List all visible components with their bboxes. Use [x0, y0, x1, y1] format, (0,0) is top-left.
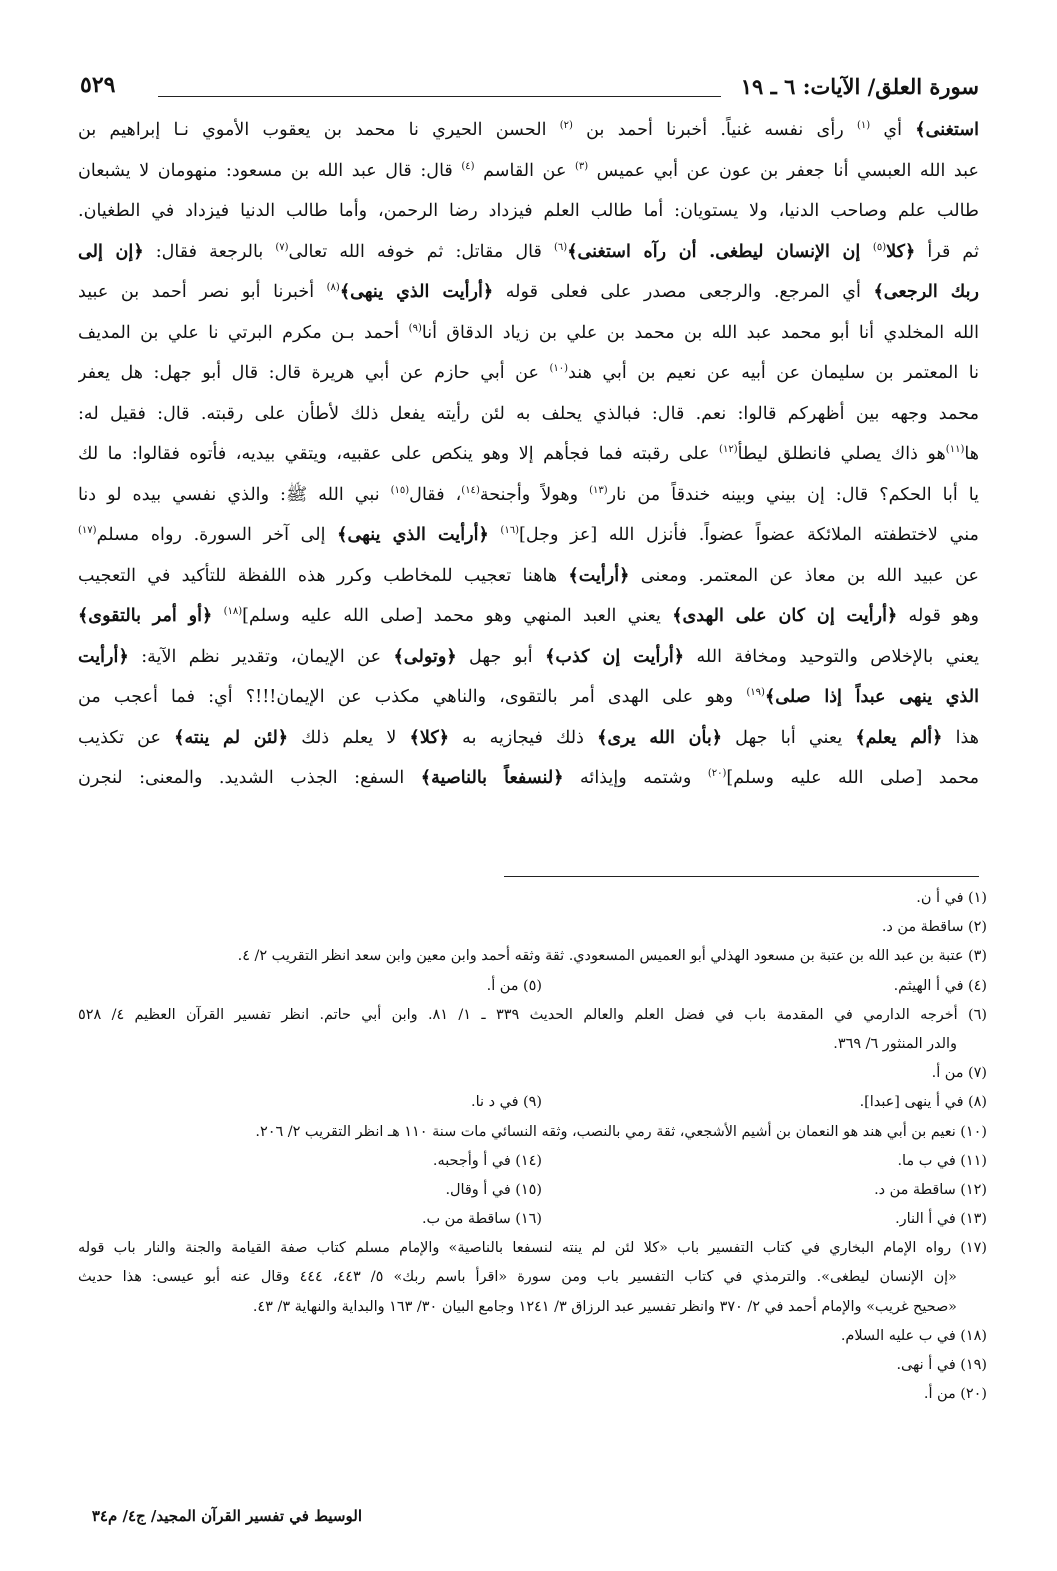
footnote-line: [78, 1001, 987, 1030]
quran-verse: ﴿ألم يعلم﴾: [855, 726, 943, 748]
quran-verse: ﴿لئن لم ينته﴾: [174, 726, 289, 748]
footnote-entry: (٥) من أ.: [486, 977, 542, 994]
book-signature-footer: الوسيط في تفسير القرآن المجيد/ ج٤/ م٣٤: [91, 1507, 362, 1525]
footnote-marker: (١٠): [549, 363, 569, 375]
footnotes: [78, 884, 987, 1409]
footnote-line: [78, 1118, 987, 1147]
footnote-marker: (١٩): [746, 687, 765, 699]
footnote-marker: (١١): [945, 444, 965, 456]
quran-verse: ربك الرجعى﴾: [873, 281, 979, 302]
text-run: محمد [صلى الله عليه وسلم]: [726, 768, 979, 788]
text-run: عن تكذيب: [78, 727, 175, 748]
footnote-marker: (١٦): [500, 525, 519, 537]
surah-title: سورة العلق/ الآيات: ٦ ـ ١٩: [740, 74, 979, 99]
footnote-line: [78, 1030, 987, 1059]
text-run: الحسن الحيري نا محمد بن يعقوب الأموي نـا إبراهيم بن: [78, 120, 560, 140]
footnote-line: [78, 1351, 987, 1380]
footnote-marker: (٧): [275, 241, 289, 253]
text-run: يعني بالإخلاص والتوحيد ومخافة الله: [684, 646, 979, 667]
text-run: وشتمه وإيذائه: [563, 768, 708, 788]
footnote-line: [78, 1322, 987, 1351]
footnote-entry: (٧) من أ.: [931, 1065, 987, 1082]
quran-verse: ﴿أرأيت الذي ينهى﴾: [337, 524, 489, 545]
text-line: [78, 232, 979, 273]
text-run: قال: قال عبد الله بن مسعود: منهومان لا يشبعان: [78, 160, 462, 181]
text-line: [78, 313, 979, 354]
footnote-entry: (١١) في ب ما.: [897, 1152, 987, 1169]
text-line: [78, 272, 979, 313]
quran-verse: ﴿وتولى﴾: [393, 645, 457, 667]
text-line: [78, 515, 979, 556]
text-run: هذا: [942, 727, 979, 748]
text-run: السفع: الجذب الشديد. والمعنى: لنجرن: [78, 768, 421, 788]
quran-verse: ﴿كلا﴾: [409, 726, 450, 748]
quran-verse: إن الإنسان ليطغى. أن رآه استغنى﴾: [567, 240, 873, 262]
text-run: أحمد بـن مكرم البرتي نا علي بن المديف: [78, 322, 409, 343]
text-line: [78, 434, 979, 475]
footnote-line: [78, 972, 987, 1001]
footnote-marker: (١٢): [719, 444, 738, 456]
footnote-entry: (٤) في أ الهيثم.: [893, 977, 987, 994]
text-run: أي المرجع. والرجعى مصدر على فعلى قوله: [493, 282, 874, 302]
footnote-marker: (٤): [461, 160, 475, 172]
footnote-marker: (١): [856, 120, 871, 132]
footnote-line: [78, 1293, 987, 1322]
text-run: ها: [964, 444, 979, 464]
text-run: [489, 525, 501, 545]
footnote-entry: (١٧) رواه الإمام البخاري في كتاب التفسير باب «كلا لئن لم ينته لنسفعا بالناصية» والإمام مسلم كتاب صفة القيامة والجنة والنار باب قوله: [78, 1240, 987, 1257]
footnote-line: [78, 1147, 987, 1176]
text-run: عبد الله العبسي أنا جعفر بن عون عن أبي عميس: [588, 160, 979, 181]
footnote-entry: (١٤) في أ وأجحبه.: [432, 1152, 542, 1169]
text-line: [78, 394, 979, 435]
text-run: لا يعلم ذلك: [288, 727, 410, 748]
footnote-marker: (١٥): [390, 484, 410, 496]
text-line: [78, 353, 979, 394]
text-run: يعني أبا جهل: [722, 727, 856, 748]
footnote-entry: (٣) عتبة بن عبد الله بن عتبة بن مسعود الهذلي أبو العميس المسعودي. ثقة وثقه أحمد وابن معين وابن سعد انظر التقريب ٢/ ٤.: [237, 948, 987, 965]
footnote-line: [78, 942, 987, 971]
footnote-entry: (٢) ساقطة من د.: [881, 919, 987, 936]
text-run: مني لاختطفته الملائكة عضواً عضواً. فأنزل الله [عز وجل]: [518, 525, 979, 545]
text-run: رأى نفسه غنياً. أخبرنا أحمد بن: [572, 120, 857, 140]
text-line: [78, 758, 979, 799]
text-run: إلى آخر السورة. رواه مسلم: [96, 525, 338, 545]
quran-verse: ﴿أرأيت إن كان على الهدى﴾: [672, 605, 898, 626]
footnote-entry: (٦) أخرجه الدارمي في المقدمة باب في فضل العلم والعالم الحديث ٣٣٩ ـ ١/ ٨١. وابن أبي حاتم. انظر تفسير القرآن العظيم ٤/ ٥٢٨: [78, 1006, 987, 1023]
text-run: وهولاً وأجنحة: [479, 484, 590, 505]
footnote-entry: (١) في أ ن.: [916, 890, 987, 906]
footnote-entry: (٨) في أ ينهى [عبدا].: [859, 1094, 987, 1111]
quran-verse: ﴿أو أمر بالتقوى﴾: [78, 605, 213, 626]
footnote-line: [78, 1205, 987, 1234]
quran-verse: ﴿لنسفعاً بالناصية﴾: [420, 767, 564, 788]
text-run: ، فقال: [409, 484, 462, 505]
footnote-marker: (٥): [872, 241, 887, 253]
footnote-marker: (١٤): [461, 484, 480, 496]
text-line: [78, 151, 979, 192]
footnote-entry: (١٠) نعيم بن أبي هند هو النعمان بن أشيم الأشجعي، ثقة رمي بالنصب، وثقه النسائي مات سنة ١١٠ هـ انظر التقريب ٢/ ٢٠٦.: [255, 1123, 987, 1140]
footnote-line: [78, 884, 987, 913]
quran-verse: استغنى﴾: [915, 119, 979, 140]
text-line: [78, 191, 979, 232]
text-run: وهو على الهدى أمر بالتقوى، والناهي مكذب عن الإيمان!!!؟ أي: فما أعجب من: [78, 687, 747, 707]
quran-verse: الذي ينهى عبداً إذا صلى﴾: [764, 686, 979, 707]
text-run: [212, 606, 223, 626]
footnote-entry: (١٣) في أ النار.: [895, 1211, 987, 1228]
text-run: على رقبته فما فجأهم إلا وهو ينكص على عقبيه، ويتقي بيديه، فأتوه فقالوا: ما لك: [78, 444, 720, 464]
footnote-line: [78, 1234, 987, 1263]
footnote-line: [78, 1176, 987, 1205]
text-run: عن عبيد الله بن معاذ عن المعتمر. ومعنى: [629, 565, 979, 586]
footnote-entry: (١٦) ساقطة من ب.: [421, 1211, 542, 1228]
text-run: طالب علم وصاحب الدنيا، ولا يستويان: أما طالب العلم فيزداد رضا الرحمن، وأما طالب الدنيا فيزداد في الطغيان.: [78, 201, 979, 221]
text-run: وهو قوله: [897, 606, 979, 626]
footnote-marker: (٣): [574, 160, 589, 172]
text-run: الله المخلدي أنا أبو محمد عبد الله بن محمد بن علي بن زياد الدقاق أنا: [421, 322, 979, 343]
text-run: أبو جهل: [456, 646, 546, 667]
footnote-line: [78, 913, 987, 942]
text-run: نبي الله ﷺ: والذي نفسي بيده لو دنا: [78, 484, 391, 505]
footnote-marker: (٦): [554, 241, 568, 253]
quran-verse: ﴿كلا: [886, 240, 916, 262]
quran-verse: ﴿بأن الله يرى﴾: [597, 726, 723, 748]
footnote-marker: (١٣): [589, 484, 608, 496]
text-line: [78, 637, 979, 678]
text-run: عن الإيمان، وتقدير نظم الآية:: [128, 646, 394, 667]
quran-verse: ﴿أرأيت: [78, 645, 129, 667]
page-number: ٥٢٩: [80, 72, 116, 98]
quran-verse: ﴿أرأيت الذي ينهى﴾: [339, 281, 494, 302]
footnote-entry: (١٩) في أ نهى.: [896, 1357, 987, 1373]
quran-verse: ﴿إن إلى: [78, 240, 144, 262]
main-text: [78, 110, 979, 799]
text-line: [78, 718, 979, 759]
quran-verse: ﴿أرأيت﴾: [568, 564, 630, 586]
text-line: [78, 475, 979, 516]
text-line: [78, 596, 979, 637]
footnote-entry: (١٥) في أ وقال.: [445, 1181, 542, 1198]
footnote-marker: (٨): [326, 282, 340, 294]
text-run: هو ذاك يصلي فانطلق ليطأ: [737, 444, 946, 464]
footnote-entry: (١٢) ساقطة من د.: [874, 1181, 987, 1198]
footnote-marker: (٩): [408, 322, 422, 334]
text-run: أي: [870, 120, 916, 140]
text-line: [78, 556, 979, 597]
footnote-entry: (١٨) في ب عليه السلام.: [840, 1327, 987, 1344]
text-run: قال مقاتل: ثم خوفه الله تعالى: [288, 241, 555, 262]
running-header: [80, 70, 979, 104]
footnote-line: [78, 1263, 987, 1292]
footnote-separator: [504, 876, 979, 877]
footnote-line: [78, 1380, 987, 1409]
text-line: [78, 677, 979, 718]
text-run: هاهنا تعجيب للمخاطب وكرر هذه اللفظة للتأكيد في التعجيب: [78, 565, 569, 586]
footnote-entry: (٩) في د نا.: [471, 1094, 542, 1111]
footnote-entry: «إن الإنسان ليطغى». والترمذي في كتاب التفسير باب ومن سورة «اقرأ باسم ربك» ٥/ ٤٤٣، ٤٤٤ وقال عنه أبو عيسى: هذا حديث: [78, 1269, 957, 1286]
text-run: محمد وجهه بين أظهركم قالوا: نعم. قال: فبالذي يحلف به لئن رأيته يفعل ذلك لأطأن على رقبته. قال: فقيل له:: [78, 403, 979, 424]
footnote-marker: (١٨): [223, 606, 243, 618]
footnote-line: [78, 1088, 987, 1117]
text-run: بالرجعة فقال:: [143, 241, 276, 262]
text-run: عن القاسم: [474, 160, 575, 181]
footnote-entry: (٢٠) من أ.: [923, 1386, 987, 1403]
footnote-marker: (٢٠): [707, 768, 727, 780]
header-rule: [158, 96, 721, 97]
text-run: نا المعتمر بن سليمان عن أبيه عن نعيم بن أبي هند: [568, 363, 979, 383]
footnote-line: [78, 1059, 987, 1088]
text-run: يا أبا الحكم؟ قال: إن بيني وبينه خندقاً من نار: [607, 484, 979, 505]
text-line: [78, 110, 979, 151]
footnote-marker: (٢): [559, 120, 573, 132]
footnote-entry: «صحيح غريب» والإمام أحمد في ٢/ ٣٧٠ وانظر تفسير عبد الرزاق ٣/ ١٢٤١ وجامع البيان ٣٠/ ١٦٣ والبداية والنهاية ٣/ ٤٣.: [252, 1298, 957, 1315]
footnote-entry: والدر المنثور ٦/ ٣٦٩.: [833, 1035, 957, 1052]
text-run: ثم قرأ: [915, 241, 979, 262]
text-run: يعني العبد المنهي وهو محمد [صلى الله عليه وسلم]: [242, 606, 673, 626]
footnote-marker: (١٧): [78, 525, 97, 537]
text-run: أخبرنا أبو نصر أحمد بن عبيد: [78, 282, 327, 302]
quran-verse: ﴿أرأيت إن كذب﴾: [545, 645, 685, 667]
text-run: عن أبي حازم عن أبي هريرة قال: قال أبو جهل: هل يعفر: [78, 363, 550, 383]
text-run: ذلك فيجازيه به: [449, 727, 598, 748]
